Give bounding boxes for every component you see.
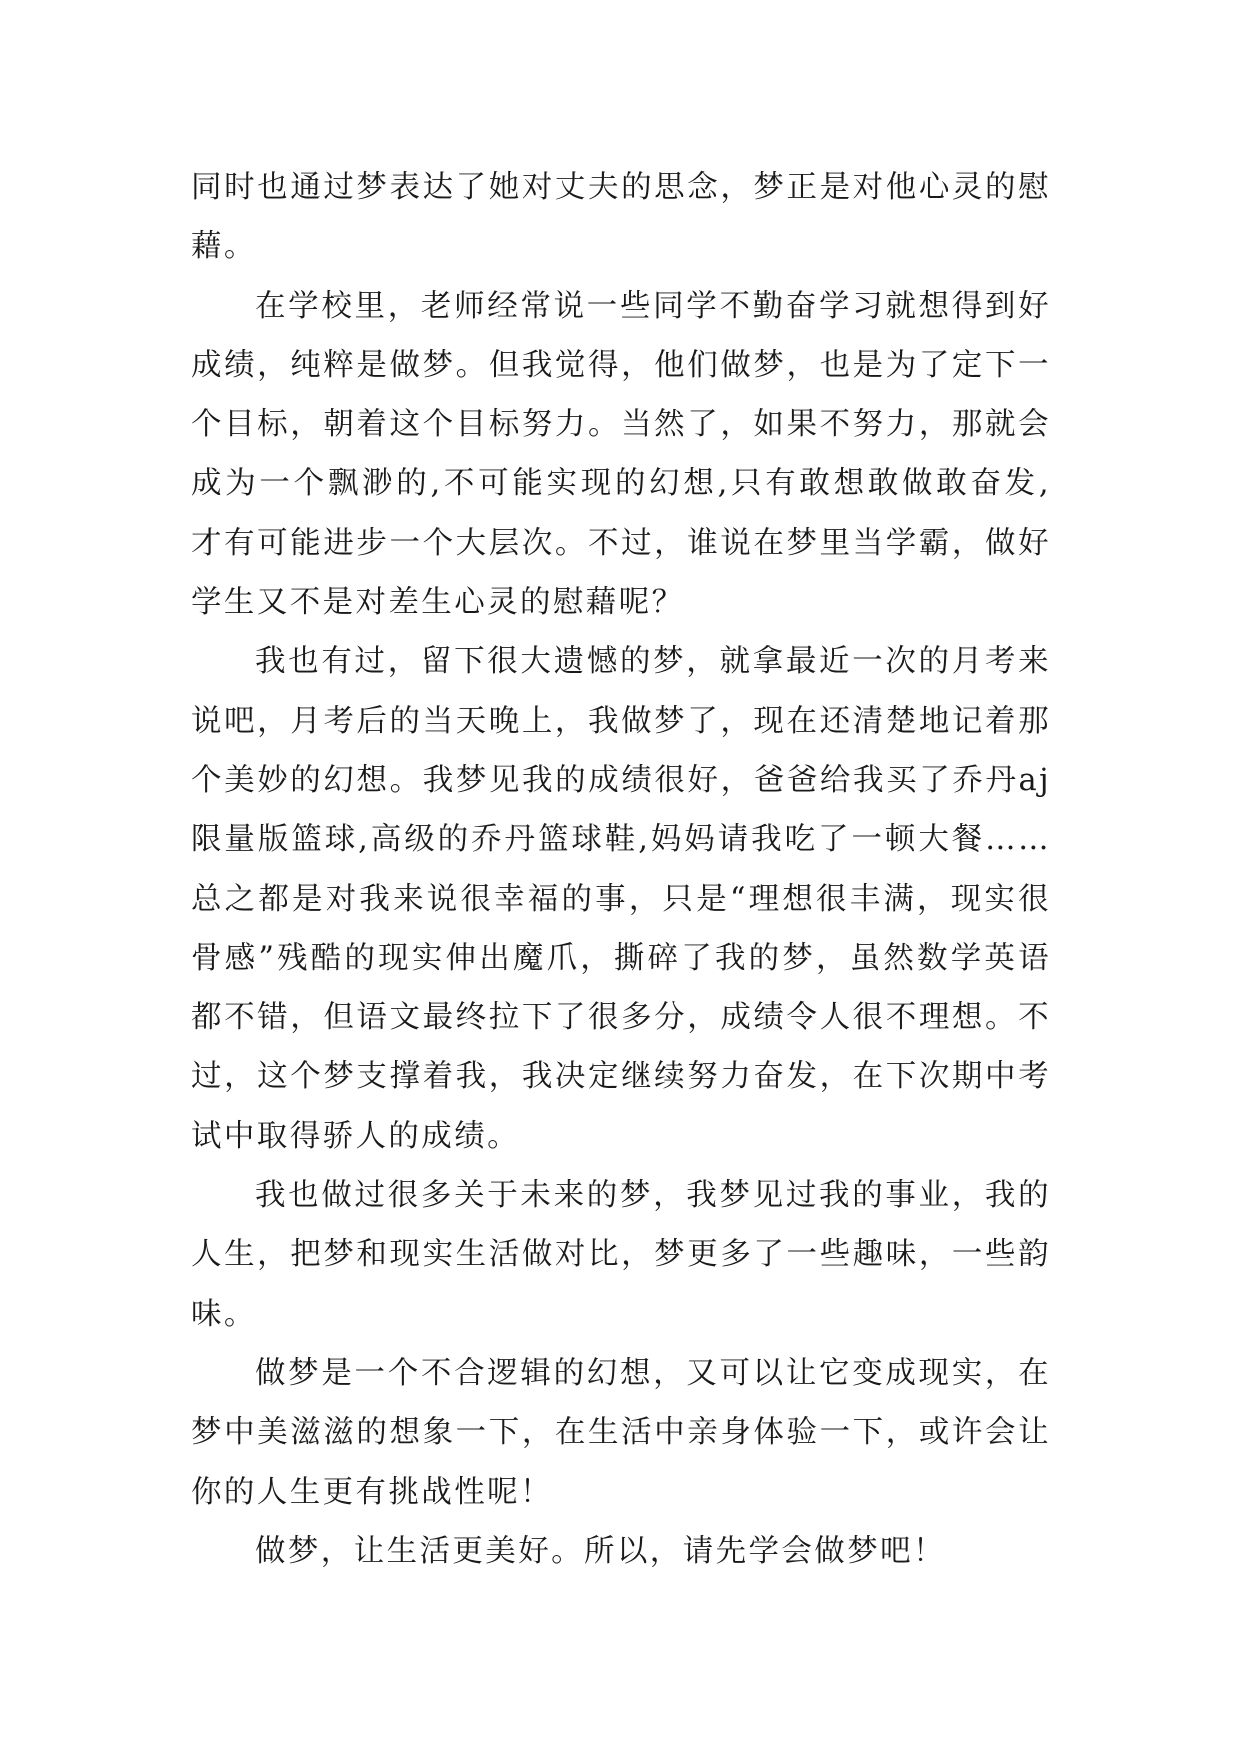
text-line: 成为一个飘渺的,不可能实现的幻想,只有敢想敢做敢奋发, <box>191 466 1051 502</box>
text-line: 骨感”残酷的现实伸出魔爪，撕碎了我的梦，虽然数学英语 <box>191 940 1051 976</box>
text-line: 做梦是一个不合逻辑的幻想，又可以让它变成现实，在 <box>255 1355 1051 1391</box>
text-line: 在学校里，老师经常说一些同学不勤奋学习就想得到好 <box>255 288 1051 324</box>
text-line: 试中取得骄人的成绩。 <box>191 1118 520 1154</box>
text-line: 人生，把梦和现实生活做对比，梦更多了一些趣味，一些韵 <box>191 1237 1051 1273</box>
text-line: 味。 <box>191 1296 257 1332</box>
text-line: 过，这个梦支撑着我，我决定继续努力奋发，在下次期中考 <box>191 1059 1051 1095</box>
text-line: 藉。 <box>191 229 257 265</box>
text-line: 同时也通过梦表达了她对丈夫的思念，梦正是对他心灵的慰 <box>191 170 1051 205</box>
text-line: 你的人生更有挑战性呢！ <box>191 1474 553 1510</box>
essay-body <box>191 158 1051 1581</box>
text-line: 个美妙的幻想。我梦见我的成绩很好，爸爸给我买了乔丹aj <box>191 762 1051 798</box>
text-line: 都不错，但语文最终拉下了很多分，成绩令人很不理想。不 <box>191 1000 1051 1036</box>
text-line: 我也做过很多关于未来的梦，我梦见过我的事业，我的 <box>255 1178 1051 1214</box>
text-line: 学生又不是对差生心灵的慰藉呢？ <box>191 585 685 621</box>
text-line: 总之都是对我来说很幸福的事，只是“理想很丰满，现实很 <box>191 881 1051 917</box>
text-line: 个目标，朝着这个目标努力。当然了，如果不努力，那就会 <box>191 407 1051 443</box>
text-line: 才有可能进步一个大层次。不过，谁说在梦里当学霸，做好 <box>191 525 1051 561</box>
text-line: 梦中美滋滋的想象一下，在生活中亲身体验一下，或许会让 <box>191 1415 1051 1451</box>
text-line: 做梦，让生活更美好。所以，请先学会做梦吧！ <box>255 1533 946 1569</box>
text-line: 成绩，纯粹是做梦。但我觉得，他们做梦，也是为了定下一 <box>191 347 1051 383</box>
text-line: 限量版篮球,高级的乔丹篮球鞋,妈妈请我吃了一顿大餐…… <box>191 822 1051 858</box>
text-line: 说吧，月考后的当天晚上，我做梦了，现在还清楚地记着那 <box>191 703 1051 739</box>
text-line: 我也有过，留下很大遗憾的梦，就拿最近一次的月考来 <box>255 644 1051 680</box>
